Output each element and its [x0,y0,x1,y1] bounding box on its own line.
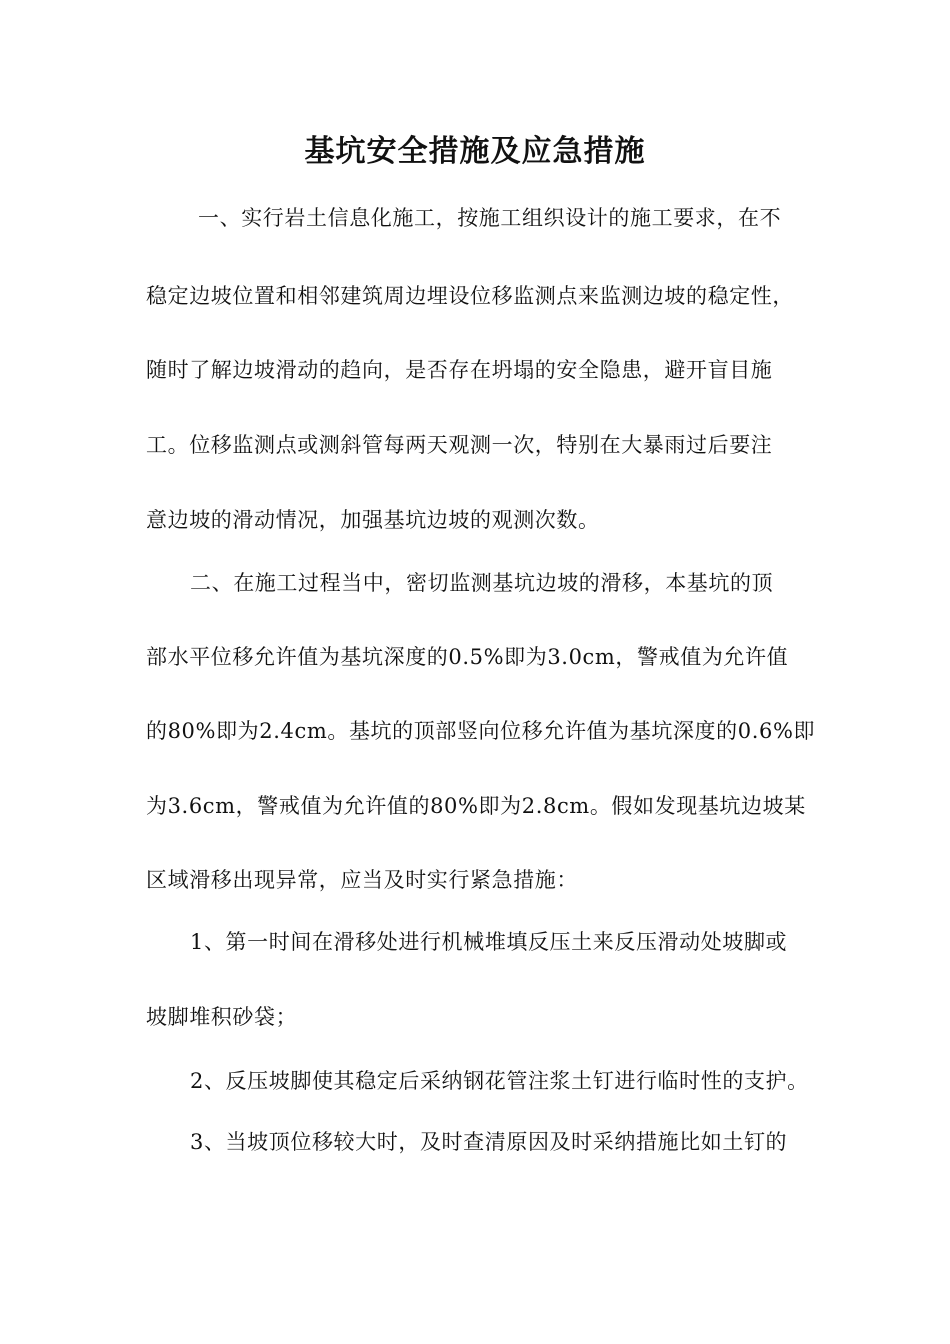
paragraph-line: 稳定边坡位置和相邻建筑周边埋设位移监测点来监测边坡的稳定性， [146,284,794,308]
paragraph-line: 的80%即为2.4cm。基坑的顶部竖向位移允许值为基坑深度的0.6%即 [146,719,816,743]
paragraph-line: 随时了解边坡滑动的趋向，是否存在坍塌的安全隐患，避开盲目施 [146,358,773,382]
paragraph-line: 二、在施工过程当中，密切监测基坑边坡的滑移，本基坑的顶 [190,571,774,595]
list-item: 3、当坡顶位移较大时，及时查清原因及时采纳措施比如土钉的 [190,1130,788,1154]
page-title: 基坑安全措施及应急措施 [304,134,646,169]
paragraph-line: 为3.6cm，警戒值为允许值的80%即为2.8cm。假如发现基坑边坡某 [146,794,806,818]
paragraph-line: 一、实行岩土信息化施工，按施工组织设计的施工要求，在不 [198,206,782,230]
list-item: 1、第一时间在滑移处进行机械堆填反压土来反压滑动处坡脚或 [190,930,788,954]
list-item: 2、反压坡脚使其稳定后采纳钢花管注浆土钉进行临时性的支护。 [190,1069,809,1093]
paragraph-line: 区域滑移出现异常，应当及时实行紧急措施： [146,868,578,892]
paragraph-line: 部水平位移允许值为基坑深度的0.5%即为3.0cm，警戒值为允许值 [146,645,789,669]
paragraph-line: 工。位移监测点或测斜管每两天观测一次，特别在大暴雨过后要注 [146,433,773,457]
paragraph-line: 坡脚堆积砂袋； [146,1005,298,1029]
paragraph-line: 意边坡的滑动情况，加强基坑边坡的观测次数。 [146,508,600,532]
